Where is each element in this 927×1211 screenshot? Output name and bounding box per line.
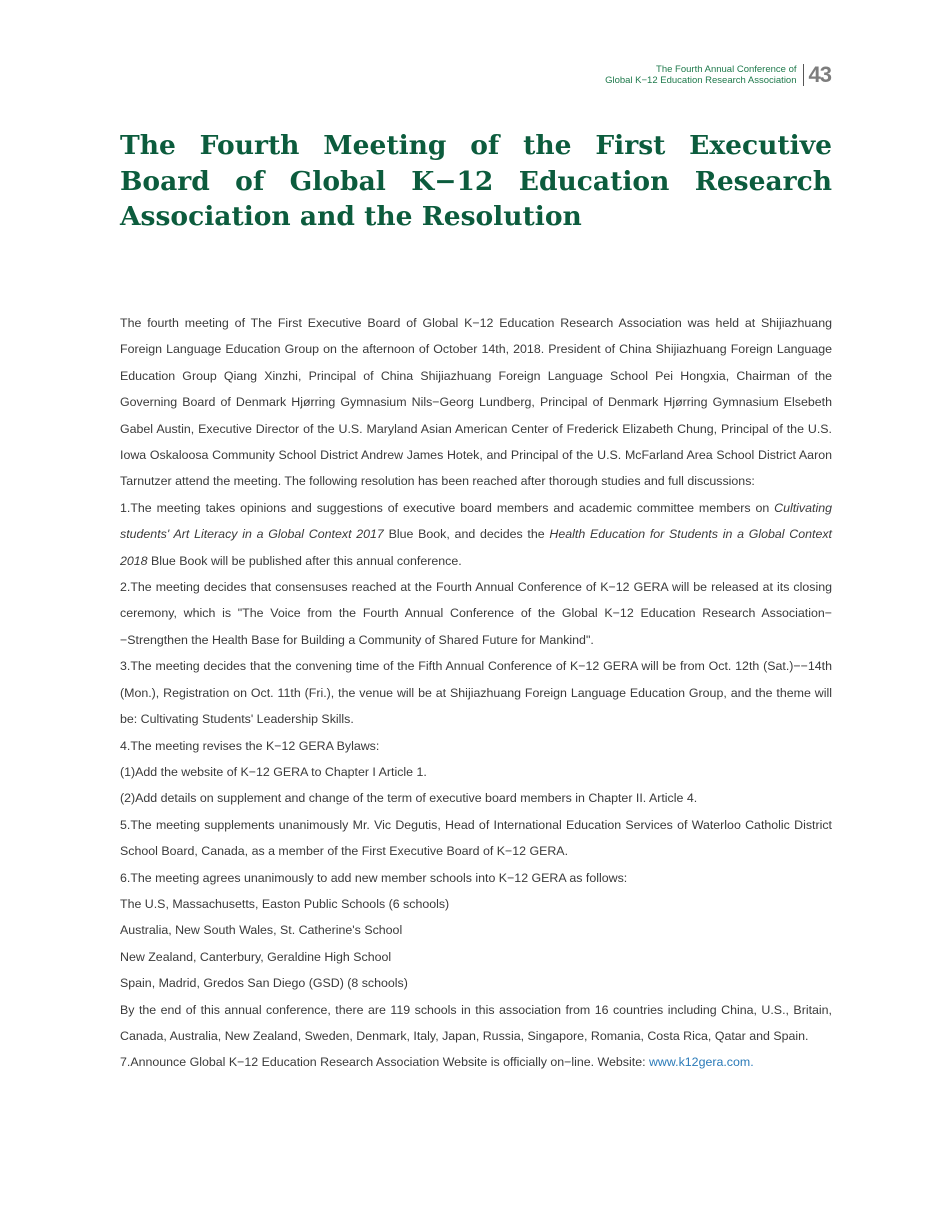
resolution-item-7 bbox=[120, 1049, 832, 1075]
running-header bbox=[605, 64, 831, 86]
resolution-item-5: 5.The meeting supplements unanimously Mr. Vic Degutis, Head of International Education Services of Waterloo Catholic District School Board, Canada, as a member of the First Executive Board of K−12 GERA. bbox=[120, 817, 832, 859]
item-7-text: 7.Announce Global K−12 Education Research Association Website is officially on−line. Website: bbox=[120, 1055, 649, 1070]
new-member-school: New Zealand, Canterbury, Geraldine High School bbox=[120, 949, 392, 964]
item-1-text-2: Blue Book, and decides the bbox=[383, 527, 550, 542]
running-header-text bbox=[605, 64, 803, 86]
page-title: The Fourth Meeting of the First Executive Board of Global K−12 Education Research Association and the Resolution bbox=[120, 130, 832, 232]
new-member-school: Spain, Madrid, Gredos San Diego (GSD) (8 schools) bbox=[120, 976, 408, 991]
new-member-school: The U.S, Massachusetts, Easton Public Schools (6 schools) bbox=[120, 896, 450, 911]
website-link[interactable]: www.k12gera.com. bbox=[648, 1055, 754, 1070]
resolution-item-6: 6.The meeting agrees unanimously to add new member schools into K−12 GERA as follows: bbox=[120, 870, 628, 885]
bylaw-revision-2: (2)Add details on supplement and change of the term of executive board members in Chapter II. Article 4. bbox=[120, 791, 698, 806]
book-title-2017: Cultivating students' Art Literacy in a Global Context 2017 bbox=[120, 500, 832, 542]
running-header-line-1: The Fourth Annual Conference of bbox=[656, 64, 797, 75]
resolution-item-3: 3.The meeting decides that the convening time of the Fifth Annual Conference of K−12 GERA will be from Oct. 12th (Sat.)−−14th (Mon.), Registration on Oct. 11th (Fri.), the venue will be at Shijiazhuang Foreign Language Education Group, and the theme will be: Cultivating Students' Leadership Skills. bbox=[120, 659, 832, 727]
new-member-school: Australia, New South Wales, St. Catherine's School bbox=[120, 923, 403, 938]
bylaw-revision-1: (1)Add the website of K−12 GERA to Chapter I Article 1. bbox=[120, 764, 427, 779]
membership-summary: By the end of this annual conference, there are 119 schools in this association from 16 countries including China, U.S., Britain, Canada, Australia, New Zealand, Sweden, Denmark, Italy, Japan, Russia, Singapore, Romania, Costa Rica, Qatar and Spain. bbox=[120, 1002, 832, 1043]
running-header-line-2: Global K−12 Education Research Association bbox=[605, 75, 797, 86]
page-number: 43 bbox=[808, 62, 831, 87]
article-body bbox=[120, 310, 832, 1076]
intro-paragraph: The fourth meeting of The First Executive Board of Global K−12 Education Research Association was held at Shijiazhuang Foreign Language Education Group on the afternoon of October 14th, 2018. President of China Shijiazhuang Foreign Language Education Group Qiang Xinzhi, Principal of China Shijiazhuang Foreign Language School Pei Hongxia, Chairman of the Governing Board of Denmark Hjørring Gymnasium Nils−Georg Lundberg, Principal of Denmark Hjørring Gymnasium Elsebeth Gabel Austin, Executive Director of the U.S. Maryland Asian American Center of Frederick Elizabeth Chung, Principal of the U.S. Iowa Oskaloosa Community School District Andrew James Hotek, and Principal of the U.S. McFarland Area School District Aaron Tarnutzer attend the meeting. The following resolution has been reached after thorough studies and full discussions: bbox=[120, 316, 832, 489]
book-title-2018: Health Education for Students in a Global Context 2018 bbox=[120, 527, 832, 568]
resolution-item-4: 4.The meeting revises the K−12 GERA Bylaws: bbox=[120, 738, 380, 753]
resolution-item-1 bbox=[120, 495, 832, 574]
item-1-text-1: 1.The meeting takes opinions and suggestions of executive board members and academic committee members on bbox=[120, 500, 775, 515]
resolution-item-2: 2.The meeting decides that consensuses reached at the Fourth Annual Conference of K−12 GERA will be released at its closing ceremony, which is "The Voice from the Fourth Annual Conference of the Global K−12 Education Research Association−−Strengthen the Health Base for Building a Community of Shared Future for Mankind". bbox=[120, 580, 832, 647]
item-1-text-3: Blue Book will be published after this annual conference. bbox=[147, 553, 462, 568]
